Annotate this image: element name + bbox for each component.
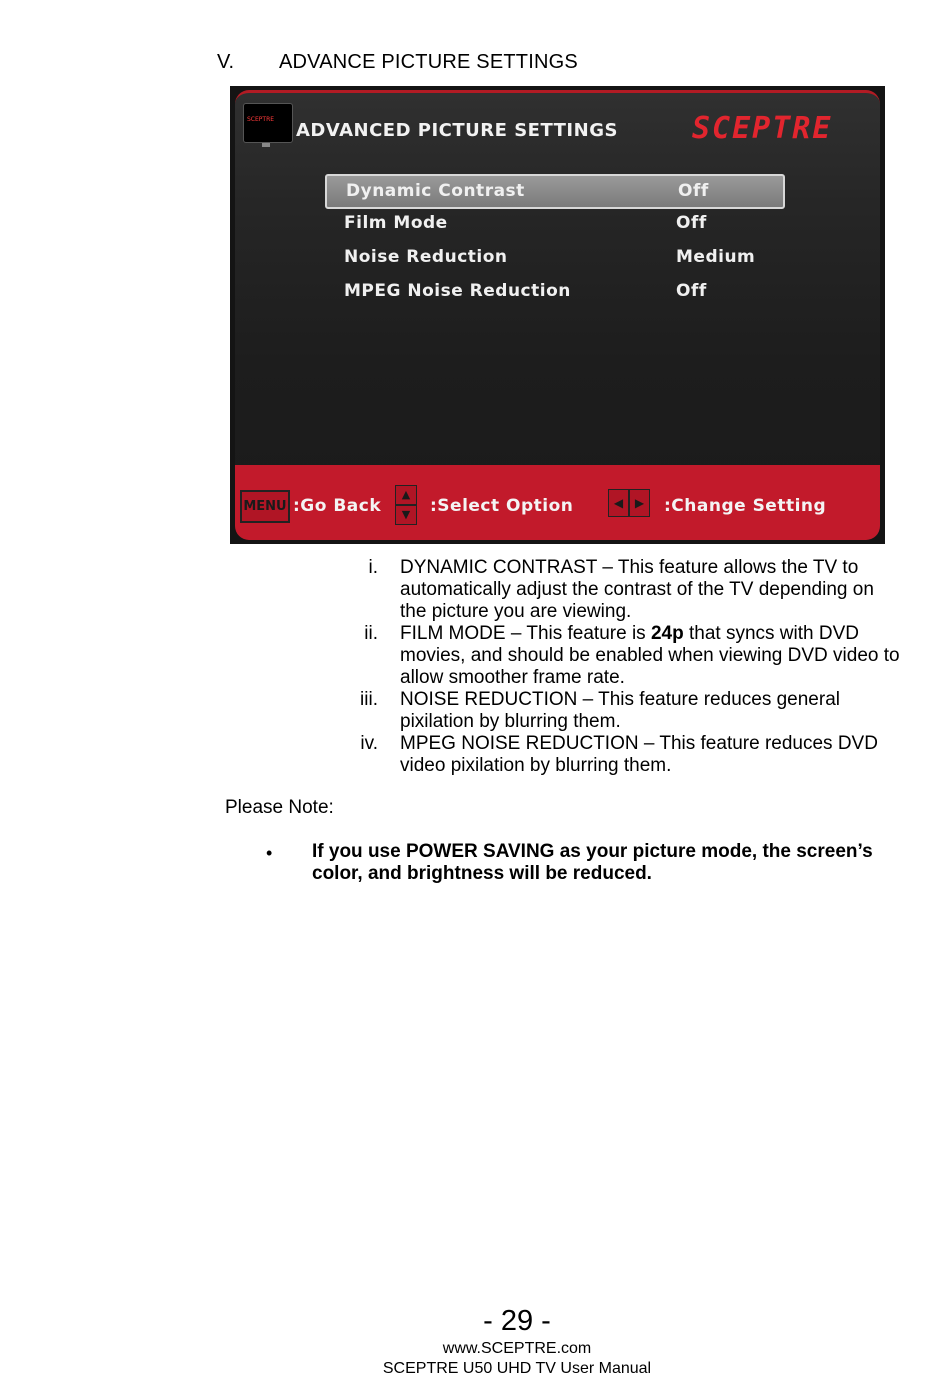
- list-item-number: ii.: [364, 623, 378, 644]
- up-arrow-icon: ▲: [395, 485, 417, 505]
- section-number: V.: [217, 51, 235, 73]
- note-text: If you use POWER SAVING as your picture mode, the screen’s color, and brightness will be reduced.: [312, 841, 873, 884]
- change-setting-hint: :Change Setting: [664, 496, 827, 516]
- menu-option-dynamic-contrast[interactable]: [325, 174, 785, 209]
- list-item-text: DYNAMIC CONTRAST – This feature allows the TV to automatically adjust the contrast of the TV depending on the picture you are viewing.: [400, 557, 874, 622]
- list-item-text: [400, 623, 900, 689]
- left-right-arrows-icon: [608, 489, 650, 517]
- list-item-number: iv.: [360, 733, 378, 754]
- option-value: Off: [676, 213, 707, 233]
- list-item-text-part: that syncs with DVD movies, and should be enabled when viewing DVD video to allow smoother frame rate.: [400, 623, 900, 688]
- list-item-number: iii.: [360, 689, 378, 710]
- down-arrow-icon: ▼: [395, 505, 417, 525]
- tv-icon: [243, 103, 293, 143]
- brand-logo: SCEPTRE: [692, 111, 833, 146]
- option-label: Dynamic Contrast: [346, 181, 525, 201]
- right-arrow-icon: ▶: [629, 489, 650, 517]
- list-item-text: NOISE REDUCTION – This feature reduces general pixilation by blurring them.: [400, 689, 840, 732]
- tv-menu-screenshot: [230, 86, 885, 544]
- page-number: - 29 -: [483, 1305, 551, 1337]
- manual-title: SCEPTRE U50 UHD TV User Manual: [382, 1360, 652, 1377]
- menu-option-film-mode[interactable]: [325, 208, 781, 239]
- option-value: Medium: [676, 247, 756, 267]
- list-item-number: i.: [368, 557, 378, 578]
- menu-key-icon: MENU: [240, 490, 290, 523]
- tv-menu-footer: [235, 465, 880, 540]
- go-back-hint: :Go Back: [293, 496, 382, 516]
- tv-menu-title: ADVANCED PICTURE SETTINGS: [296, 120, 618, 141]
- list-item-bold-term: 24p: [650, 623, 684, 644]
- menu-option-mpeg-noise-reduction[interactable]: [325, 276, 781, 307]
- tv-icon-logo-text: SCEPTRE: [247, 116, 275, 123]
- select-option-hint: :Select Option: [430, 496, 574, 516]
- tv-menu-panel: [235, 90, 880, 540]
- option-label: Noise Reduction: [344, 247, 508, 267]
- up-down-arrows-icon: [395, 485, 417, 525]
- bullet-icon: •: [266, 843, 273, 863]
- option-value: Off: [676, 281, 707, 301]
- website: www.SCEPTRE.com: [442, 1340, 592, 1357]
- list-item-text: MPEG NOISE REDUCTION – This feature reduces DVD video pixilation by blurring them.: [400, 733, 878, 776]
- option-value: Off: [678, 181, 709, 201]
- menu-option-noise-reduction[interactable]: [325, 242, 781, 273]
- note-label: Please Note:: [225, 797, 334, 818]
- option-label: MPEG Noise Reduction: [344, 281, 571, 301]
- left-arrow-icon: ◀: [608, 489, 629, 517]
- tv-stand-icon: [262, 143, 270, 147]
- list-item-text-part: FILM MODE – This feature is: [400, 623, 651, 644]
- option-label: Film Mode: [344, 213, 448, 233]
- section-title: ADVANCE PICTURE SETTINGS: [279, 51, 578, 73]
